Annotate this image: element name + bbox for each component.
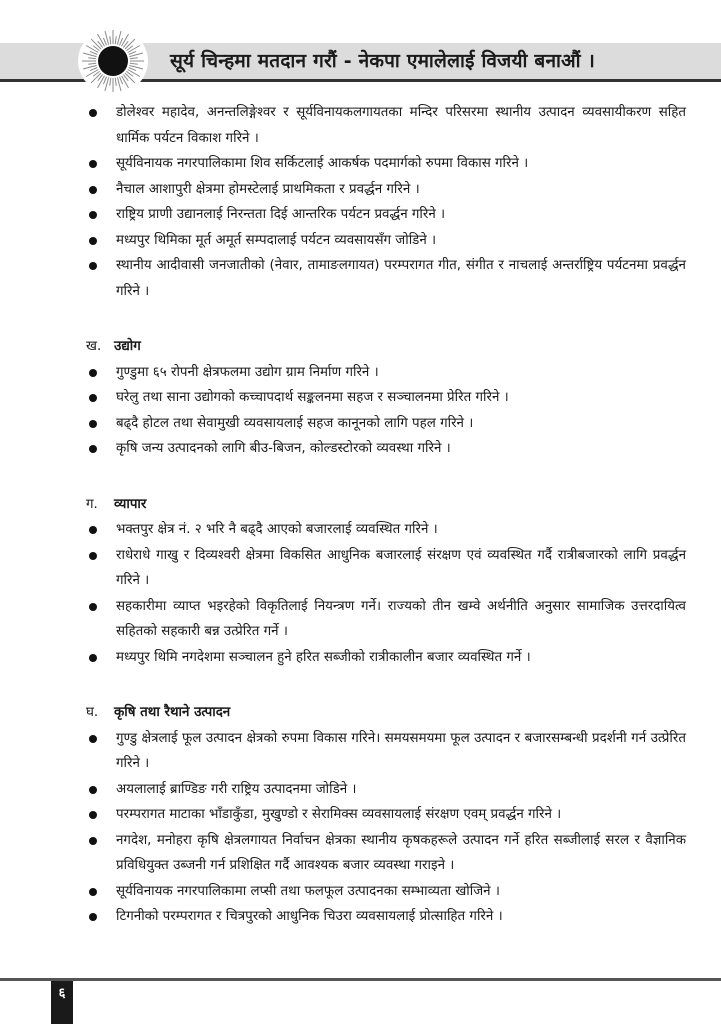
list-item: स्थानीय आदीवासी जनजातीको (नेवार, तामाङलगायत) परम्परागत गीत, संगीत र नाचलाई अन्तर्राष्ट्रिय पर्यटनमा प्रवर्द्धन गरिने । [86,253,686,304]
sun-ray [115,78,116,86]
list-item: भक्तपुर क्षेत्र नं. २ भरि नै बढ्दै आएको बजारलाई व्यवस्थित गरिने । [86,517,686,543]
sun-ray [120,38,123,45]
list-item: टिगनीको परम्परागत र चित्रपुरको आधुनिक चिउरा व्यवसायलाई प्रोत्साहित गरिने । [86,904,686,930]
list-item: नैचाल आशापुरी क्षेत्रमा होमस्टेलाई प्राथमिकता र प्रवर्द्धन गरिने । [86,177,686,203]
footer-divider [0,978,721,981]
section-title: कृषि तथा रैथाने उत्पादन [114,705,231,720]
list-item: सहकारीमा व्याप्त भइरहेको विकृतिलाई नियन्त्रण गर्ने। राज्यको तीन खम्वे अर्थनीति अनुसार सामाजिक उत्तरदायित्व सहितको सहकारी बन्न उत्प्रेरित गर्ने । [86,594,686,645]
list-item: बढ्दै होटल तथा सेवामुखी व्यवसायलाई सहज कानूनको लागि पहल गरिने । [86,411,686,437]
sun-ray [86,70,98,77]
sun-ray [130,63,138,64]
sun-ray [115,36,116,44]
sun-ray [103,77,106,84]
bullet-list [86,726,686,930]
list-item: राष्ट्रिय प्राणी उद्यानलाई निरन्तता दिई आन्तरिक पर्यटन प्रवर्द्धन गरिने । [86,202,686,228]
section-title: व्यापार [114,496,147,512]
sun-ray [88,58,96,59]
bullet-list [86,517,686,670]
sun-ray [103,38,106,45]
section-title: उद्योग [114,339,141,354]
section-marker: ग. [86,496,98,512]
list-item: सूर्यविनायक नगरपालिकामा शिव सर्किटलाई आकर्षक पदमार्गको रुपमा विकास गरिने । [86,151,686,177]
list-item: नगदेश, मनोहरा कृषि क्षेत्रलगायत निर्वाचन क्षेत्रका स्थानीय कृषकहरूले उत्पादन गर्ने हरित सब्जीलाई सरल र वैज्ञानिक प्रविधियुक्त उब्जनी गर्न प्रशिक्षित गर्दै आवश्यक बजार व्यवस्था गराइने । [86,828,686,879]
section-heading [86,700,686,726]
sun-ray [130,58,138,59]
sun-ray [90,68,97,71]
section [86,492,686,671]
list-item: गुण्डुमा ६५ रोपनी क्षेत्रफलमा उद्योग ग्राम निर्माण गरिने । [86,360,686,386]
header-title: सूर्य चिन्हमा मतदान गरौं - नेकपा एमालेलाई विजयी बनाऔं । [170,50,595,72]
section-marker: घ. [86,705,99,720]
sun-ray [128,70,140,77]
sun-ray [129,51,136,54]
list-item: घरेलु तथा साना उद्योगको कच्चापदार्थ सङ्कलनमा सहज र सञ्चालनमा प्रेरित गरिने । [86,385,686,411]
sun-ray [98,76,105,88]
list-item: मध्यपुर थिमिका मूर्त अमूर्त सम्पदालाई पर्यटन व्यवसायसँग जोडिने । [86,228,686,254]
page-number: ६ [58,986,66,1001]
section [86,700,686,930]
section-heading [86,334,686,360]
section [86,334,686,462]
sun-ray [122,76,129,88]
list-item: मध्यपुर थिमि नगदेशमा सञ्चालन हुने हरित सब्जीको रात्रीकालीन बजार व्यवस्थित गर्ने । [86,645,686,671]
list-item: परम्परागत माटाका भाँडाकुँडा, मुखुण्डो र सेरामिक्स व्यवसायलाई संरक्षण एवम् प्रवर्द्धन गरिने । [86,802,686,828]
list-item: राधेराधे गाखु र दिव्यश्वरी क्षेत्रमा विकसित आधुनिक बजारलाई संरक्षण एवं व्यवस्थित गर्दै रात्रीबजारको लागि प्रवर्द्धन गरिने । [86,543,686,594]
document-body [86,100,686,930]
section [86,100,686,304]
list-item: कृषि जन्य उत्पादनको लागि बीउ-बिजन, कोल्डस्टोरको व्यवस्था गरिने । [86,436,686,462]
sun-logo [78,28,148,94]
list-item: सूर्यविनायक नगरपालिकामा लप्सी तथा फलफूल उत्पादनका सम्भाव्यता खोजिने । [86,879,686,905]
bullet-list [86,100,686,304]
sun-ray [120,77,123,84]
list-item: गुण्डु क्षेत्रलाई फूल उत्पादन क्षेत्रको रुपमा विकास गरिने। समयसमयमा फूल उत्पादन र बजारसम्बन्धी प्रदर्शनी गर्न उत्प्रेरित गरिने । [86,726,686,777]
section-marker: ख. [86,339,102,354]
sun-icon [78,28,148,94]
sun-ray [110,78,111,86]
sun-ray [122,34,129,46]
bullet-list [86,360,686,462]
sun-ray [90,51,97,54]
page-number-tab [51,981,73,1024]
sun-ray [128,46,140,53]
list-item: डोलेश्वर महादेव, अनन्तलिङ्गेश्वर र सूर्यविनायकलगायतका मन्दिर परिसरमा स्थानीय उत्पादन व्यवसायीकरण सहित धार्मिक पर्यटन विकाश गरिने । [86,100,686,151]
list-item: अयलालाई ब्राण्डिङ गरी राष्ट्रिय उत्पादनमा जोडिने । [86,777,686,803]
sun-ray [110,36,111,44]
sun-ray [98,34,105,46]
sun-ray [88,63,96,64]
section-heading [86,492,686,518]
sun-ray [129,68,136,71]
sun-ray [86,46,98,53]
